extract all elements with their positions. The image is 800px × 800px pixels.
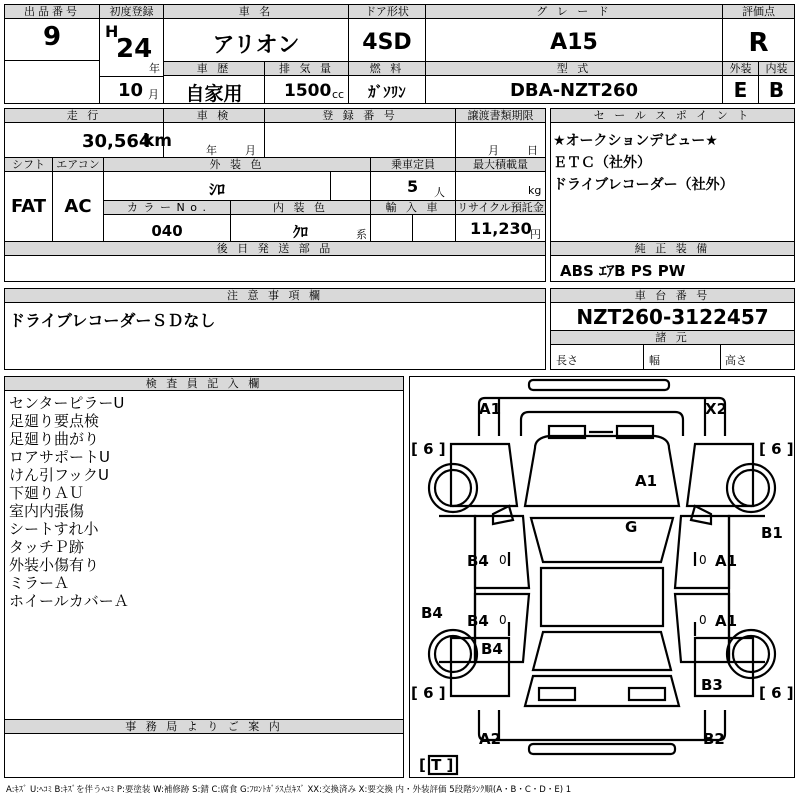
mileage-label: 走 行 <box>5 109 163 123</box>
right-front-door-damage: A1 <box>715 552 738 570</box>
grade-label: グ レ ー ド <box>426 5 722 19</box>
chassis-number: NZT260-3122457 <box>576 305 769 329</box>
width-label: 幅 <box>649 354 660 367</box>
inspector-note: ロアサポートU <box>9 448 110 466</box>
caution-text: ドライブレコーダーＳＤなし <box>9 311 216 330</box>
ac: AC <box>64 196 92 217</box>
recycle-label: リサイクル預託金 <box>457 201 544 214</box>
color-no: 040 <box>151 222 183 240</box>
office-label: 事 務 局 よ り ご 案 内 <box>5 720 403 734</box>
tire-rl-mark: [ 6 ] <box>411 684 446 702</box>
left-side-damage: B4 <box>421 604 443 622</box>
legend: A:ｷｽﾞ U:ﾍｺﾐ B:ｷｽﾞを伴うﾍｺﾐ P:要塗装 W:補修跡 S:錆 C:腐食 G:ﾌﾛﾝﾄｶﾞﾗｽ点ｷｽﾞ XX:交換済み X:要交換 内・外装評価 5段階ﾗﾝｸ順(A・B・C・D・E) 1 <box>6 785 572 795</box>
displacement-unit: cc <box>332 88 345 101</box>
tire-rr-mark: [ 6 ] <box>759 684 794 702</box>
hood-damage: A1 <box>635 472 658 490</box>
int-color-unit: 系 <box>356 228 367 241</box>
fuel: ｶﾞｿﾘﾝ <box>368 83 406 101</box>
plate-label: 登 録 番 号 <box>265 109 455 123</box>
displacement: 1500 <box>284 81 332 101</box>
tire-fr-mark: [ 6 ] <box>759 440 794 458</box>
door-type: 4SD <box>362 30 412 55</box>
chassis-label: 車 台 番 号 <box>551 289 794 303</box>
int-grade-label: 内装 <box>759 62 794 76</box>
inspector-notes <box>9 394 129 610</box>
capacity-unit: 人 <box>434 186 445 199</box>
front-right-damage: X2 <box>705 400 728 418</box>
door-handle-mark: 0 <box>699 553 707 567</box>
color-no-label: カ ラ ー N o . <box>104 201 230 215</box>
lot-no: 9 <box>42 22 62 52</box>
int-color-label: 内 装 色 <box>231 201 370 215</box>
length-label: 長さ <box>556 354 578 367</box>
ext-grade-label: 外装 <box>723 62 758 76</box>
era: H <box>105 22 119 41</box>
left-rear-fender-damage: B4 <box>481 640 503 658</box>
inspector-note: 足廻り曲がり <box>9 430 100 448</box>
recycle-unit: 円 <box>530 228 541 241</box>
inspector-note: 外装小傷有り <box>9 556 100 574</box>
score: R <box>748 28 769 58</box>
mileage-unit: km <box>143 131 173 151</box>
sales-points-list <box>553 130 734 196</box>
genuine-label: 純 正 装 備 <box>551 242 794 256</box>
score-label: 評価点 <box>723 5 794 19</box>
import-label: 輸 入 車 <box>371 201 455 215</box>
rear-left-damage: A2 <box>479 730 502 748</box>
right-rear-door-damage: A1 <box>715 612 738 630</box>
tire-fl-mark: [ 6 ] <box>411 440 446 458</box>
ext-color: ｼﾛ <box>208 180 225 199</box>
lot-no-label: 出品番号 <box>5 5 99 19</box>
grade: A15 <box>550 30 598 55</box>
inspector-note: けん引フックU <box>9 466 109 484</box>
inspector-label: 検 査 員 記 入 欄 <box>5 377 403 391</box>
right-fender-damage: B1 <box>761 524 783 542</box>
int-color: ｸﾛ <box>292 223 308 241</box>
reg-year-unit: 年 <box>149 62 160 75</box>
transfer-label: 譲渡書類期限 <box>456 109 545 123</box>
reg-month-unit: 月 <box>148 88 159 101</box>
front-left-damage: A1 <box>479 400 502 418</box>
rear-right-damage: B2 <box>703 730 725 748</box>
inspector-note: ミラーＡ <box>9 574 70 592</box>
ext-color-label: 外 装 色 <box>104 158 370 172</box>
trunk-mark: [ T ] <box>419 756 454 774</box>
sales-point-item: ドライブレコーダー（社外） <box>553 177 734 193</box>
ac-label: エアコン <box>53 158 103 172</box>
glass-damage: G <box>625 518 638 536</box>
door-handle-mark: 0 <box>499 613 507 627</box>
model-label: 型 式 <box>426 62 722 76</box>
reg-month: 10 <box>118 80 144 101</box>
right-rear-damage: B3 <box>701 676 723 694</box>
int-grade: B <box>768 78 785 102</box>
car-diagram <box>409 376 795 778</box>
shift: FAT <box>10 196 47 217</box>
history: 自家用 <box>185 83 243 105</box>
history-label: 車 歴 <box>164 62 264 76</box>
car-name: アリオン <box>212 33 300 58</box>
inspector-note: シートすれ小 <box>9 520 99 538</box>
mileage: 30,564 <box>82 131 152 152</box>
sales-point-item: ★オークションデビュー★ <box>553 133 718 149</box>
door-handle-mark: 0 <box>499 553 507 567</box>
inspection-label: 車 検 <box>164 109 264 123</box>
inspector-note: センターピラーU <box>9 394 125 412</box>
transfer-day-unit: 日 <box>527 144 538 157</box>
model: DBA-NZT260 <box>509 80 639 101</box>
later-parts-label: 後 日 発 送 部 品 <box>5 242 545 256</box>
car-name-label: 車 名 <box>164 5 348 19</box>
first-reg-label: 初度登録 <box>100 5 163 19</box>
fuel-label: 燃 料 <box>349 62 425 76</box>
transfer-month-unit: 月 <box>488 144 499 157</box>
insp-year-unit: 年 <box>206 144 217 157</box>
sales-point-item: ＥＴＣ（社外） <box>553 155 651 171</box>
recycle-fee: 11,230 <box>470 219 532 238</box>
shift-label: シフト <box>5 158 52 172</box>
inspector-note: 足廻り要点検 <box>9 412 100 430</box>
sales-points-label: セ ー ル ス ポ イ ン ト <box>551 109 794 123</box>
load-unit: kg <box>528 184 542 197</box>
insp-month-unit: 月 <box>245 144 256 157</box>
door-handle-mark: 0 <box>699 613 707 627</box>
capacity-label: 乗車定員 <box>371 158 455 172</box>
left-rear-door-damage: B4 <box>467 612 489 630</box>
reg-year: 24 <box>116 34 153 64</box>
inspector-note: 下廻りＡＵ <box>9 484 85 502</box>
inspector-note: タッチＰ跡 <box>9 538 85 556</box>
inspector-note: 室内内張傷 <box>9 502 85 520</box>
load-label: 最大積載量 <box>456 158 545 172</box>
caution-label: 注 意 事 項 欄 <box>5 289 545 303</box>
height-label: 高さ <box>725 354 747 367</box>
inspector-note: ホイールカバーＡ <box>9 592 129 610</box>
displacement-label: 排 気 量 <box>265 62 348 76</box>
capacity: 5 <box>407 177 419 196</box>
left-front-door-damage: B4 <box>467 552 489 570</box>
door-label: ドア形状 <box>349 5 425 19</box>
specs-label: 諸 元 <box>551 331 794 345</box>
genuine-equipment: ABS ｴｱB PS PW <box>560 262 686 280</box>
ext-grade: E <box>733 78 748 102</box>
